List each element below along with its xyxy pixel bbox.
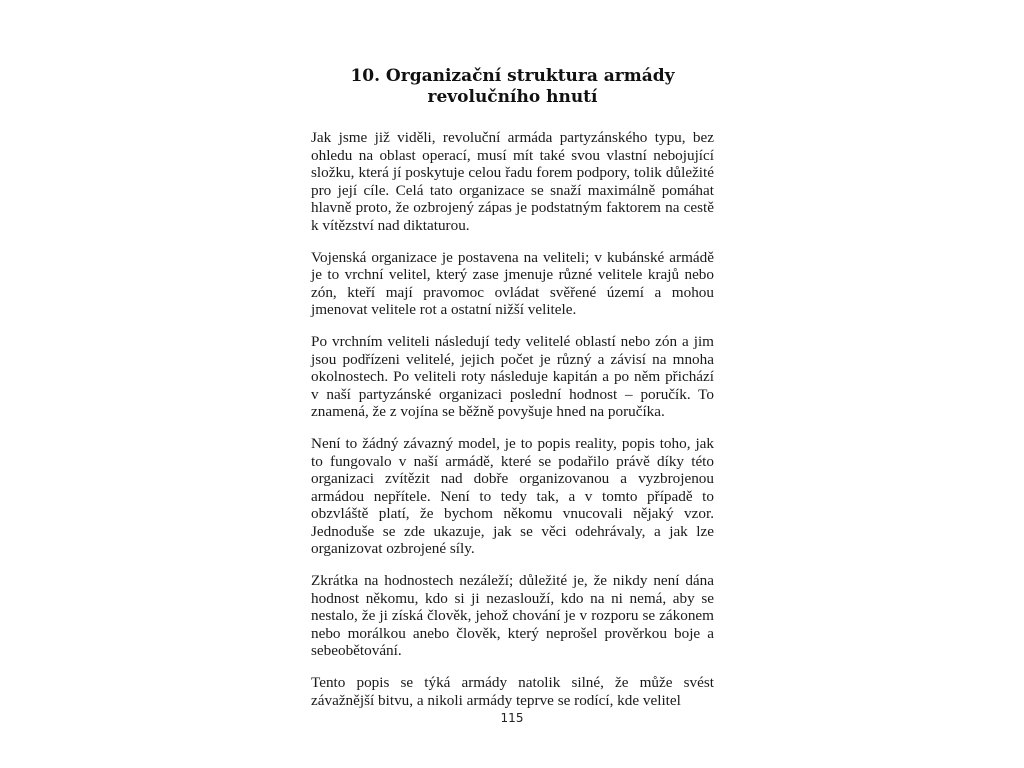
page-content — [311, 66, 714, 723]
paragraph-2: Vojenská organizace je postavena na veliteli; v kubánské armádě je to vrchní velitel, který zase jmenuje různé velitele krajů nebo zón, kteří mají pravomoc ovládat svěřené území a mohou jmenovat velitele rot a ostatní nižší velitele. — [311, 248, 714, 319]
page-number: 115 — [500, 711, 524, 725]
paragraph-5: Zkrátka na hodnostech nezáleží; důležité je, že nikdy není dána hodnost někomu, kdo si ji nezaslouží, kdo na ni nemá, aby se nestalo, že ji získá člověk, jehož chování je v rozporu se zákonem nebo morálkou anebo člověk, který neprošel prověrkou boje a sebeobětování. — [311, 572, 714, 660]
paragraph-3: Po vrchním veliteli následují tedy velitelé oblastí nebo zón a jim jsou podřízeni velitelé, jejich počet je různý a závisí na mnoha okolnostech. Po veliteli roty následuje kapitán a po něm přichází v naší partyzánské organizaci poslední hodnost – poručík. To znamená, že z vojína se běžně povyšuje hned na poručíka. — [311, 332, 714, 421]
paragraph-4: Není to žádný závazný model, je to popis reality, popis toho, jak to fungovalo v naší armádě, které se podařilo právě díky této organizaci zvítězit nad dobře organizovanou a vyzbrojenou armádou nepřítele. Není to tedy tak, a v tomto případě to obzvláště platí, že bychom někomu vnucovali nějaký vzor. Jednoduše se zde ukazuje, jak se věci odehrávaly, a jak lze organizovat ozbrojené síly. — [311, 434, 714, 558]
chapter-title: 10. Organizační struktura armády revolučního hnutí — [350, 66, 675, 107]
paragraph-1: Jak jsme již viděli, revoluční armáda partyzánského typu, bez ohledu na oblast operací, musí mít také svou vlastní nebojující složku, která jí poskytuje celou řadu forem podpory, tolik důležité pro její cíle. Celá tato organizace se snaží maximálně pomáhat hlavně proto, že ozbrojený zápas je podstatným faktorem na cestě k vítězství nad diktaturou. — [311, 129, 714, 234]
paragraph-6: Tento popis se týká armády natolik silné, že může svést závažnější bitvu, a nikoli armády teprve se rodící, kde velitel — [311, 674, 714, 709]
